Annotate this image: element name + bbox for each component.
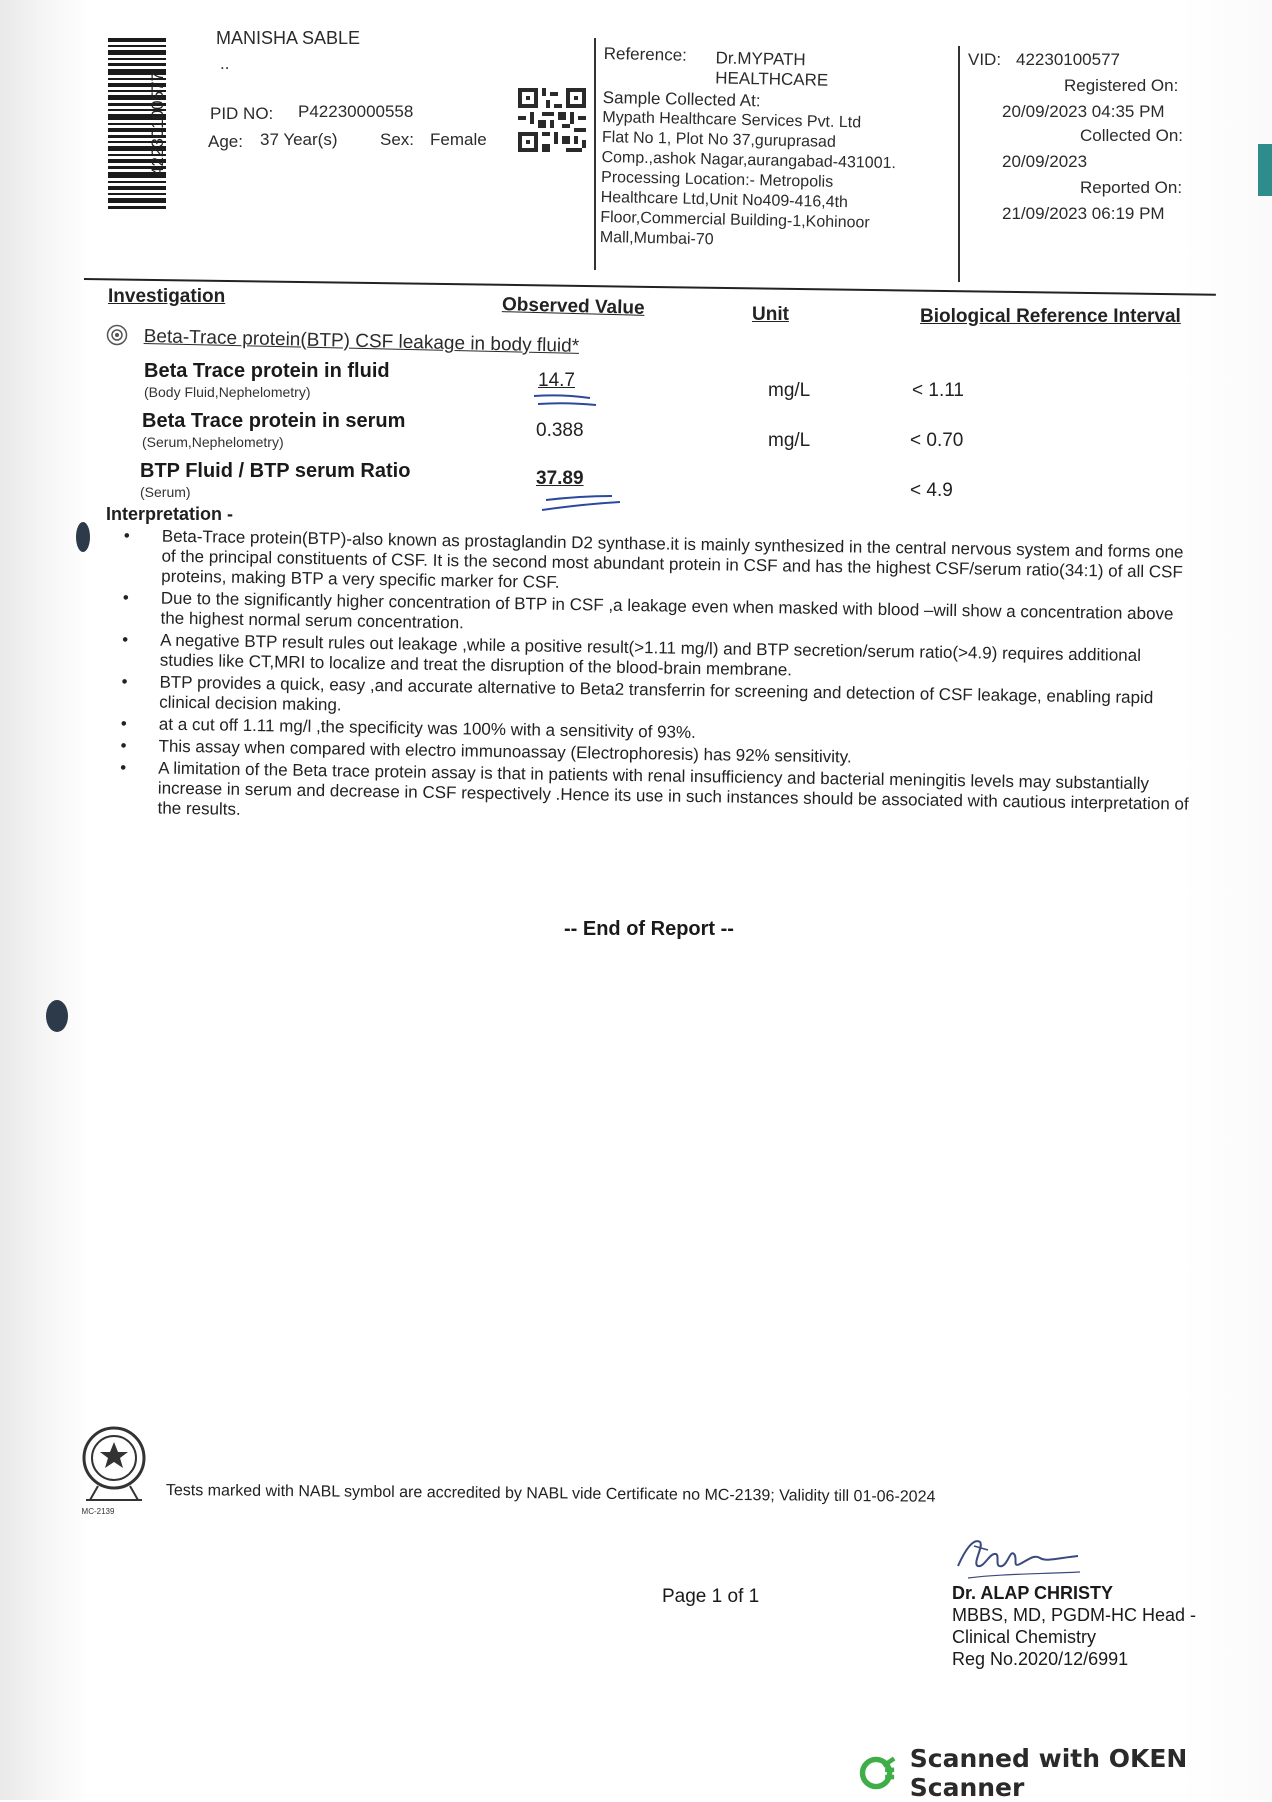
- vid-value: 42230100577: [1016, 50, 1121, 69]
- vid-label: VID:: [968, 50, 1002, 69]
- interpretation-bullet: • Due to the significantly higher concentration of BTP in CSF ,a leakage even when masked with blood –will show a concentration above the highest normal serum concentration.: [160, 589, 1193, 645]
- doctor-registration: Reg No.2020/12/6991: [952, 1649, 1129, 1669]
- address-line: Floor,Commercial Building-1,Kohinoor: [600, 208, 870, 232]
- reference-value-2: HEALTHCARE: [715, 68, 829, 90]
- nabl-statement: Tests marked with NABL symbol are accredited by NABL vide Certificate no MC-2139; Validity till 01-06-2024: [165, 1482, 936, 1506]
- barcode: [108, 38, 188, 210]
- barcode-number: 42230100577: [148, 71, 167, 177]
- sample-collected-label: Sample Collected At:: [602, 87, 761, 111]
- address-line: Comp.,ashok Nagar,aurangabad-431001.: [601, 148, 897, 173]
- header-divider-1: [594, 38, 596, 270]
- test-range-serum: < 0.70: [910, 430, 964, 451]
- age-label: Age:: [208, 132, 243, 151]
- doctor-block: [952, 1582, 1196, 1670]
- test-name-ratio: BTP Fluid / BTP serum Ratio: [140, 460, 411, 482]
- interpretation-bullet: • A limitation of the Beta trace protein assay is that in patients with renal insufficiency and bacterial meningitis levels may substantially increase in serum and decrease in CSF respectively .Hence its use in such instances should be associated with cautious interpretation of the results.: [157, 759, 1190, 835]
- test-name-fluid: Beta Trace protein in fluid: [144, 360, 390, 382]
- doctor-qualifications: MBBS, MD, PGDM-HC Head -: [952, 1605, 1197, 1625]
- nabl-mark-icon: [106, 324, 128, 351]
- test-method-fluid: (Body Fluid,Nephelometry): [144, 384, 311, 400]
- header-rule: [84, 278, 1216, 296]
- sex-value: Female: [430, 130, 487, 149]
- panel-title: Beta-Trace protein(BTP) CSF leakage in body fluid*: [143, 326, 580, 357]
- col-unit: Unit: [752, 304, 789, 325]
- binder-hole: [76, 522, 90, 552]
- test-value-fluid: 14.7: [538, 370, 575, 391]
- handwritten-underline-icon: [530, 392, 600, 410]
- registered-value: 20/09/2023 04:35 PM: [1002, 102, 1165, 121]
- doctor-department: Clinical Chemistry: [952, 1627, 1097, 1647]
- interpretation-list: [119, 526, 1193, 837]
- address-line: Flat No 1, Plot No 37,guruprasad: [601, 128, 836, 151]
- test-name-serum: Beta Trace protein in serum: [142, 410, 406, 432]
- handwritten-underline-icon: [540, 492, 622, 516]
- sex-label: Sex:: [380, 130, 415, 149]
- test-unit-serum: mg/L: [768, 430, 811, 451]
- address-line: Healthcare Ltd,Unit No409-416,4th: [600, 188, 849, 212]
- scanner-watermark: [858, 1744, 1272, 1802]
- address-line: Mall,Mumbai-70: [599, 228, 714, 249]
- registered-label: Registered On:: [1064, 76, 1179, 95]
- reference-value-1: Dr.MYPATH: [715, 48, 806, 70]
- interpretation-heading: Interpretation -: [106, 504, 234, 524]
- test-method-serum: (Serum,Nephelometry): [142, 434, 284, 450]
- col-observed-value: Observed Value: [501, 294, 645, 319]
- binder-hole: [46, 1000, 68, 1032]
- interpretation-bullet: • at a cut off 1.11 mg/l ,the specificity was 100% with a sensitivity of 93%.: [159, 715, 1191, 751]
- test-unit-fluid: mg/L: [768, 380, 811, 401]
- sample-address: [600, 108, 963, 256]
- col-reference-interval: Biological Reference Interval: [920, 306, 1181, 327]
- patient-dots: ..: [220, 54, 230, 73]
- interpretation-bullet: • Beta-Trace protein(BTP)-also known as prostaglandin D2 synthase.it is mainly synthesized in the central nervous system and forms one of the principal constituents of CSF. It is the second most abundant protein in CSF and has the highest CSF/serum ratio(34:1) of all CSF proteins, making BTP a very specific marker for CSF.: [161, 527, 1194, 603]
- interpretation-bullet: • BTP provides a quick, easy ,and accurate alternative to Beta2 transferrin for screening and detection of CSF leakage, enabling rapid clinical decision making.: [159, 673, 1192, 729]
- col-investigation: Investigation: [108, 286, 226, 307]
- patient-name: MANISHA SABLE: [216, 28, 361, 48]
- collected-value: 20/09/2023: [1002, 152, 1088, 171]
- age-value: 37 Year(s): [260, 130, 338, 149]
- test-value-serum: 0.388: [536, 420, 584, 441]
- test-method-ratio: (Serum): [140, 484, 191, 500]
- test-range-fluid: < 1.11: [912, 380, 964, 401]
- reference-label: Reference:: [603, 43, 688, 65]
- address-line: Processing Location:- Metropolis: [600, 168, 834, 191]
- test-range-ratio: < 4.9: [910, 480, 953, 501]
- oken-scanner-icon: [858, 1753, 898, 1793]
- qr-code: [518, 88, 586, 157]
- interpretation-bullet: • This assay when compared with electro immunoassay (Electrophoresis) has 92% sensitivity.: [158, 737, 1190, 773]
- reference-block: [600, 40, 964, 255]
- pid-label: PID NO:: [210, 104, 274, 123]
- interpretation-bullet: • A negative BTP result rules out leakage ,while a positive result(>1.11 mg/l) and BTP secretion/serum ratio(>4.9) requires additional studies like CT,MRI to localize and treat the disruption of the blood-brain membrane.: [160, 631, 1193, 687]
- reported-value: 21/09/2023 06:19 PM: [1002, 204, 1165, 223]
- reported-label: Reported On:: [1080, 178, 1183, 197]
- page-number: Page 1 of 1: [662, 1586, 760, 1607]
- pid-value: P42230000558: [298, 102, 414, 121]
- address-line: Mypath Healthcare Services Pvt. Ltd: [602, 108, 862, 132]
- nabl-code: MC-2139: [81, 1507, 115, 1516]
- scanner-label: Scanned with OKEN Scanner: [909, 1744, 1188, 1802]
- test-value-ratio: 37.89: [536, 468, 584, 489]
- collected-label: Collected On:: [1080, 126, 1183, 145]
- end-of-report: -- End of Report --: [564, 918, 734, 940]
- doctor-name: Dr. ALAP CHRISTY: [952, 1583, 1114, 1603]
- edge-tab: [1258, 144, 1272, 196]
- nabl-logo: [78, 1426, 150, 1516]
- signature-icon: [948, 1528, 1088, 1588]
